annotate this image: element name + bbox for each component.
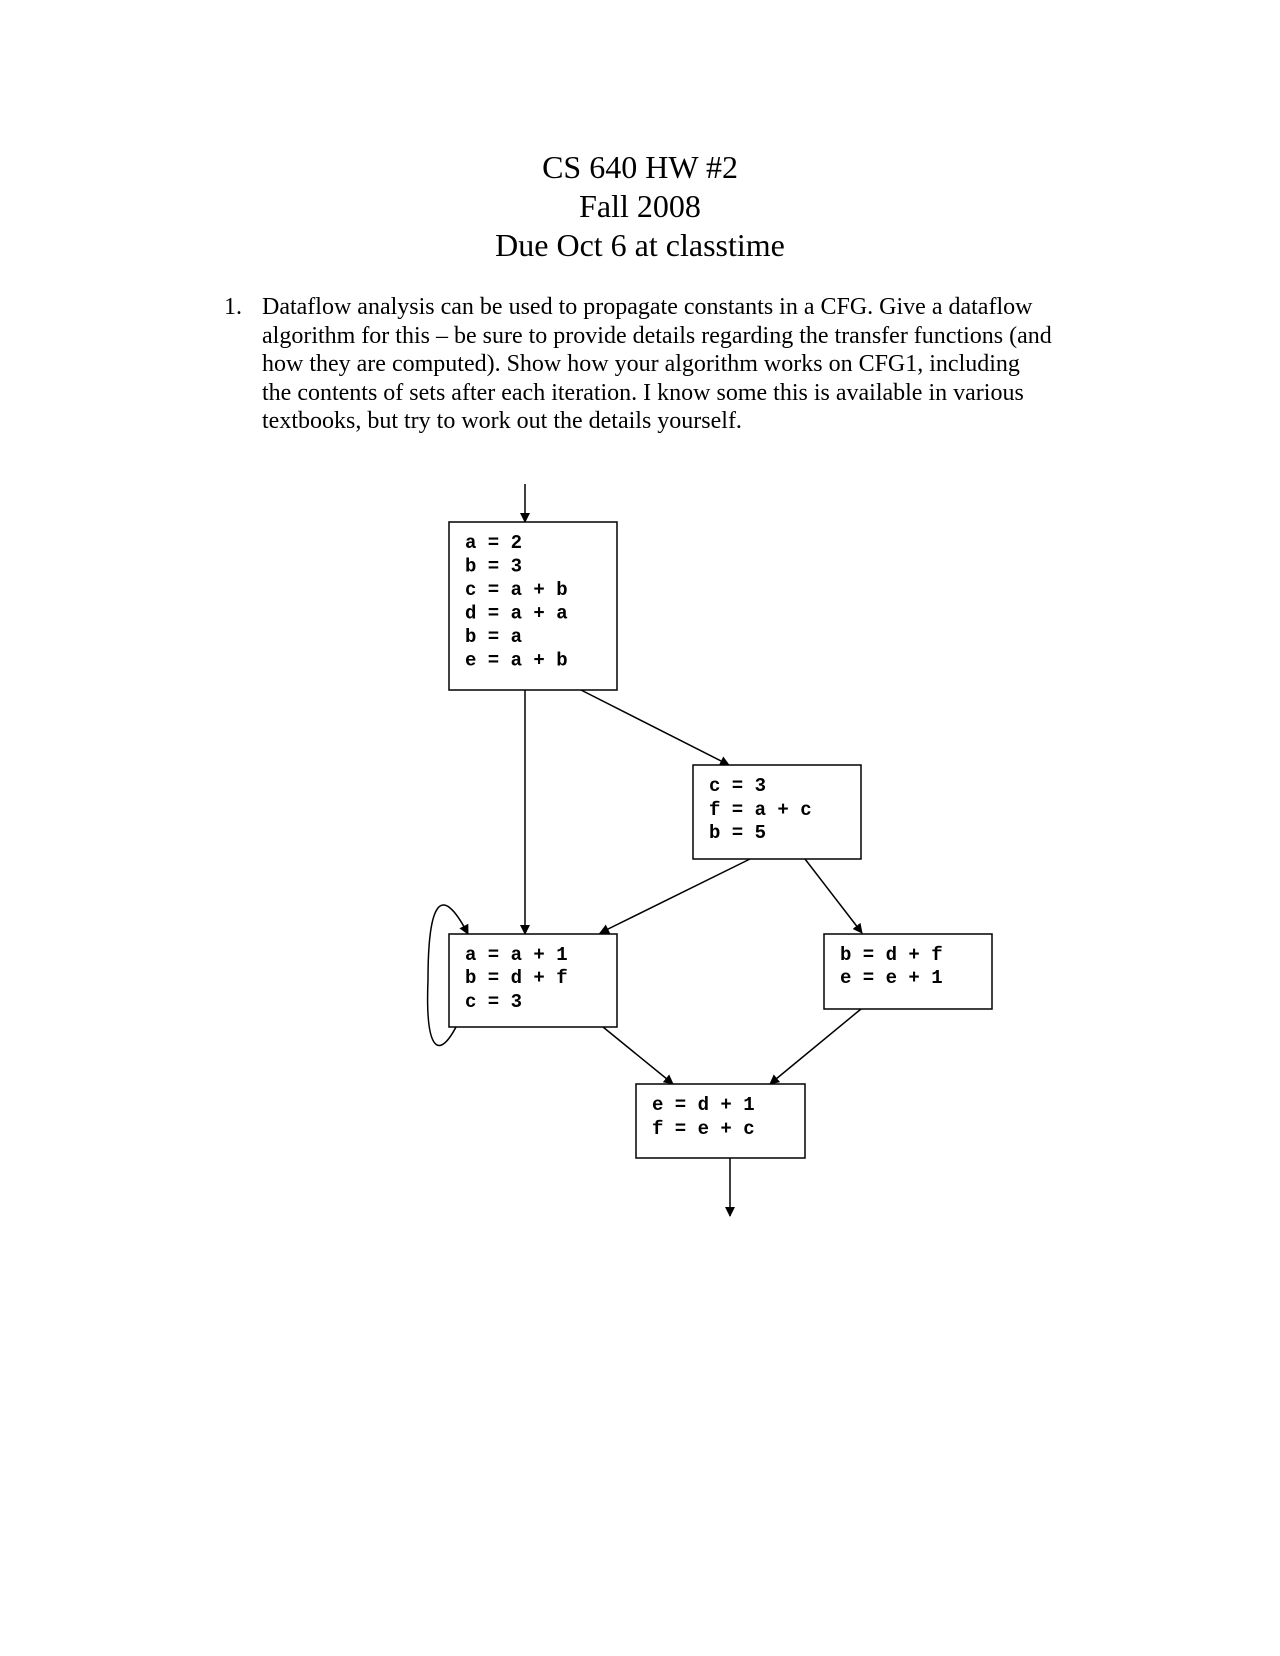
code-line: e = a + b	[465, 649, 568, 672]
code-line: b = a	[465, 626, 523, 648]
code-line: f = e + c	[652, 1118, 755, 1140]
basic-block-3	[449, 934, 617, 1027]
code-line: e = e + 1	[840, 967, 943, 989]
code-line: b = 3	[465, 555, 523, 578]
question-line: how they are computed). Show how your algorithm works on CFG1, including	[262, 351, 1020, 377]
question-line: the contents of sets after each iteration. I know some this is available in various	[262, 379, 1024, 406]
code-line: b = d + f	[465, 967, 568, 989]
due-date: Due Oct 6 at classtime	[495, 227, 785, 263]
code-line: b = 5	[709, 822, 767, 844]
question-line: textbooks, but try to work out the details yourself.	[262, 408, 742, 434]
code-line: b = d + f	[840, 944, 943, 966]
code-line: c = 3	[709, 775, 767, 797]
term: Fall 2008	[579, 188, 701, 224]
course-title: CS 640 HW #2	[542, 149, 738, 185]
code-line: a = 2	[465, 532, 523, 554]
basic-block-5	[636, 1084, 805, 1158]
basic-block-1	[449, 522, 617, 690]
edge-b4-b5	[770, 1009, 861, 1084]
edge-b1-b2	[581, 690, 729, 765]
edge-b2-b4	[805, 859, 862, 933]
code-line: a = a + 1	[465, 944, 568, 966]
edge-b3-b5	[603, 1027, 673, 1084]
code-line: d = a + a	[465, 602, 568, 625]
code-line: f = a + c	[709, 799, 812, 821]
basic-block-4	[824, 934, 992, 1009]
question-number: 1.	[224, 294, 242, 320]
question-line: algorithm for this – be sure to provide details regarding the transfer functions (and	[262, 322, 1052, 349]
edge-b2-b3	[600, 859, 750, 933]
basic-block-2	[693, 765, 861, 859]
code-line: e = d + 1	[652, 1094, 755, 1116]
code-line: c = a + b	[465, 579, 568, 601]
question-line: Dataflow analysis can be used to propagate constants in a CFG. Give a dataflow	[262, 294, 1033, 320]
code-line: c = 3	[465, 991, 523, 1013]
